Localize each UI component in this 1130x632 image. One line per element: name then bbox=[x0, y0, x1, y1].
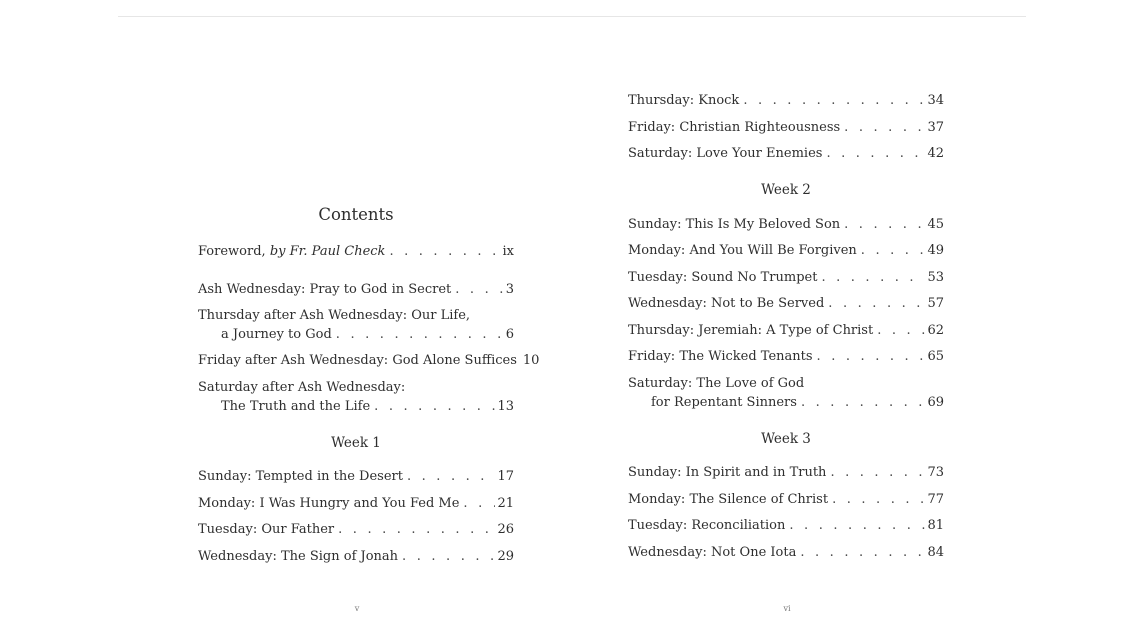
dot-leader bbox=[402, 547, 495, 566]
entry-page: 73 bbox=[927, 465, 944, 480]
entry-text: Tuesday: Reconciliation bbox=[628, 518, 786, 533]
toc-entry[interactable] bbox=[628, 144, 944, 163]
entry-page: 42 bbox=[927, 146, 944, 161]
dot-leader bbox=[463, 494, 495, 513]
entry-text: Friday: Christian Righteousness bbox=[628, 120, 841, 135]
entry-text: Tuesday: Our Father bbox=[198, 522, 335, 537]
dot-leader bbox=[801, 393, 926, 412]
toc-entry[interactable] bbox=[628, 463, 944, 482]
entry-text: Saturday after Ash Wednesday: bbox=[198, 380, 406, 395]
entry-text: Saturday: The Love of God bbox=[628, 376, 805, 391]
dot-leader bbox=[336, 325, 504, 344]
dot-leader bbox=[789, 516, 925, 535]
toc-entry[interactable] bbox=[628, 543, 944, 562]
toc-entry[interactable] bbox=[198, 306, 514, 344]
entry-page: 69 bbox=[927, 395, 944, 410]
dot-leader bbox=[830, 463, 925, 482]
dot-leader bbox=[828, 294, 925, 313]
dot-leader bbox=[832, 490, 925, 509]
toc-entry[interactable] bbox=[628, 347, 944, 366]
entry-page: 6 bbox=[505, 327, 514, 342]
page-number-right: vi bbox=[783, 604, 791, 613]
toc-entry[interactable] bbox=[628, 215, 944, 234]
week-heading: Week 1 bbox=[331, 435, 381, 451]
dot-leader bbox=[743, 91, 925, 110]
entry-page: 34 bbox=[927, 93, 944, 108]
entry-text: Sunday: Tempted in the Desert bbox=[198, 469, 403, 484]
entry-text: Sunday: In Spirit and in Truth bbox=[628, 465, 827, 480]
dot-leader bbox=[821, 268, 925, 287]
toc-entry[interactable] bbox=[628, 241, 944, 260]
toc-entry[interactable] bbox=[198, 520, 514, 539]
entry-text: Monday: The Silence of Christ bbox=[628, 492, 829, 507]
dot-leader bbox=[861, 241, 926, 260]
toc-entry[interactable] bbox=[628, 490, 944, 509]
foreword-author: by Fr. Paul Check bbox=[269, 244, 386, 259]
toc-entry[interactable] bbox=[628, 294, 944, 313]
toc-entry[interactable] bbox=[628, 374, 944, 412]
toc-entry[interactable] bbox=[198, 547, 514, 566]
dot-leader bbox=[800, 543, 925, 562]
entry-page: 84 bbox=[927, 545, 944, 560]
entry-text: Friday after Ash Wednesday: God Alone Suffices bbox=[198, 353, 517, 368]
dot-leader bbox=[826, 144, 925, 163]
toc-entry-foreword[interactable] bbox=[198, 242, 514, 261]
dot-leader bbox=[817, 347, 926, 366]
entry-page: 45 bbox=[927, 217, 944, 232]
dot-leader bbox=[844, 118, 925, 137]
entry-text: Tuesday: Sound No Trumpet bbox=[628, 270, 818, 285]
entry-page: 26 bbox=[497, 522, 514, 537]
entry-text: Thursday: Knock bbox=[628, 93, 740, 108]
entry-text: Foreword, by Fr. Paul Check bbox=[198, 244, 386, 259]
entry-text: Wednesday: Not One Iota bbox=[628, 545, 797, 560]
entry-page: 53 bbox=[927, 270, 944, 285]
dot-leader bbox=[455, 280, 503, 299]
toc-entry[interactable] bbox=[628, 118, 944, 137]
toc-entry[interactable] bbox=[198, 280, 514, 299]
entry-page: 81 bbox=[927, 518, 944, 533]
dot-leader bbox=[877, 321, 925, 340]
toc-entry[interactable] bbox=[198, 467, 514, 486]
entry-text: Thursday: Jeremiah: A Type of Christ bbox=[628, 323, 874, 338]
dot-leader bbox=[407, 467, 495, 486]
entry-text: Friday: The Wicked Tenants bbox=[628, 349, 813, 364]
week-heading: Week 3 bbox=[761, 431, 811, 447]
entry-page: 3 bbox=[505, 282, 514, 297]
toc-entry[interactable] bbox=[198, 378, 514, 416]
entry-page: 77 bbox=[927, 492, 944, 507]
entry-page: 49 bbox=[927, 243, 944, 258]
entry-page: 37 bbox=[927, 120, 944, 135]
top-rule bbox=[118, 16, 1026, 17]
entry-page: 57 bbox=[927, 296, 944, 311]
toc-entry[interactable] bbox=[628, 268, 944, 287]
entry-text: Ash Wednesday: Pray to God in Secret bbox=[198, 282, 452, 297]
toc-entry[interactable] bbox=[628, 516, 944, 535]
contents-title: Contents bbox=[318, 205, 394, 224]
entry-page: 29 bbox=[497, 549, 514, 564]
page-number-left: v bbox=[354, 604, 360, 613]
dot-leader bbox=[338, 520, 495, 539]
entry-text: Monday: And You Will Be Forgiven bbox=[628, 243, 857, 258]
entry-text: Wednesday: The Sign of Jonah bbox=[198, 549, 399, 564]
entry-text: Wednesday: Not to Be Served bbox=[628, 296, 825, 311]
week-heading: Week 2 bbox=[761, 182, 811, 198]
entry-text: Sunday: This Is My Beloved Son bbox=[628, 217, 841, 232]
dot-leader bbox=[844, 215, 925, 234]
entry-text-cont: for Repentant Sinners bbox=[651, 395, 797, 410]
entry-text: Monday: I Was Hungry and You Fed Me bbox=[198, 496, 460, 511]
toc-entry[interactable] bbox=[198, 494, 514, 513]
entry-page: ix bbox=[502, 244, 514, 259]
toc-entry[interactable] bbox=[628, 91, 944, 110]
entry-page: 13 bbox=[497, 399, 514, 414]
entry-page: 17 bbox=[497, 469, 514, 484]
entry-page: 65 bbox=[927, 349, 944, 364]
entry-page: 10 bbox=[522, 353, 540, 368]
entry-page: 62 bbox=[927, 323, 944, 338]
toc-entry[interactable] bbox=[198, 351, 540, 370]
entry-text: Saturday: Love Your Enemies bbox=[628, 146, 823, 161]
entry-text-cont: The Truth and the Life bbox=[221, 399, 371, 414]
dot-leader bbox=[389, 242, 500, 261]
entry-text: Thursday after Ash Wednesday: Our Life, bbox=[198, 308, 471, 323]
entry-page: 21 bbox=[497, 496, 514, 511]
toc-entry[interactable] bbox=[628, 321, 944, 340]
dot-leader bbox=[374, 397, 495, 416]
entry-text-cont: a Journey to God bbox=[221, 327, 332, 342]
